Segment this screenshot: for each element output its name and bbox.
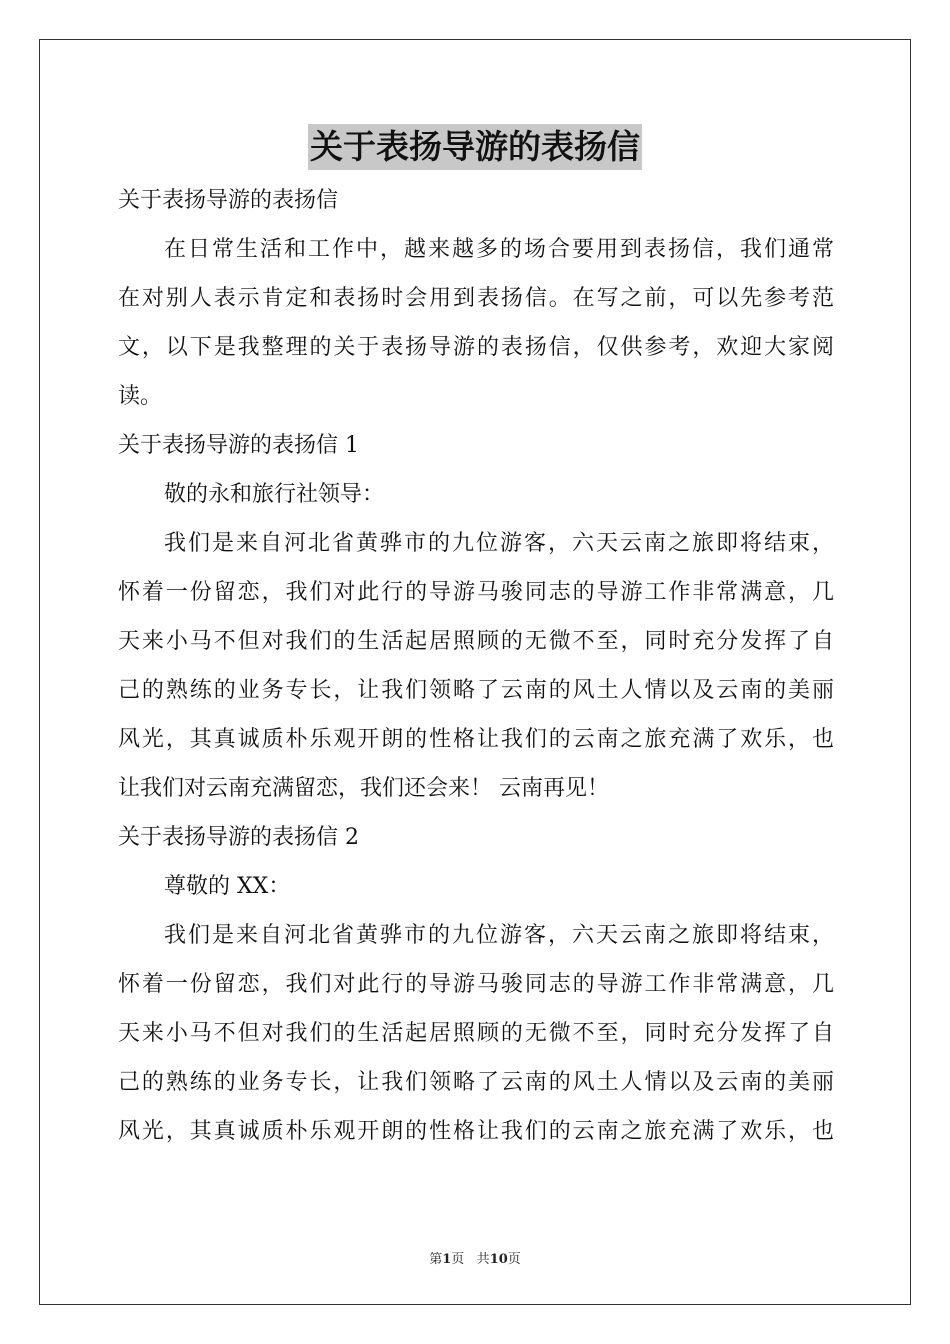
text-line: 在对别人表示肯定和表扬时会用到表扬信。在写之前，可以先参考范 bbox=[118, 286, 834, 311]
text-line: 敬的永和旅行社领导： bbox=[164, 482, 385, 507]
text-line: 怀着一份留恋，我们对此行的导游马骏同志的导游工作非常满意，几 bbox=[118, 972, 834, 997]
page-footer bbox=[0, 1248, 950, 1267]
text-line: 文，以下是我整理的关于表扬导游的表扬信，仅供参考，欢迎大家阅 bbox=[118, 335, 834, 360]
text-line: 己的熟练的业务专长，让我们领略了云南的风土人情以及云南的美丽 bbox=[118, 1070, 834, 1095]
text-line: 天来小马不但对我们的生活起居照顾的无微不至，同时充分发挥了自 bbox=[118, 1021, 834, 1046]
text-line: 己的熟练的业务专长，让我们领略了云南的风土人情以及云南的美丽 bbox=[118, 678, 834, 703]
text-line: 我们是来自河北省黄骅市的九位游客，六天云南之旅即将结束， bbox=[164, 531, 834, 556]
text-line: 我们是来自河北省黄骅市的九位游客，六天云南之旅即将结束， bbox=[164, 923, 834, 948]
page-suffix: 页 bbox=[451, 1252, 465, 1267]
document-title: 关于表扬导游的表扬信 bbox=[308, 124, 642, 170]
total-suffix: 页 bbox=[507, 1252, 521, 1267]
text-line: 关于表扬导游的表扬信 1 bbox=[118, 433, 359, 458]
text-line: 怀着一份留恋，我们对此行的导游马骏同志的导游工作非常满意，几 bbox=[118, 580, 834, 605]
text-line: 读。 bbox=[118, 384, 163, 409]
document-body bbox=[118, 176, 834, 1156]
total-pages: 10 bbox=[489, 1252, 508, 1267]
text-line: 关于表扬导游的表扬信 bbox=[118, 188, 339, 213]
text-line: 风光，其真诚质朴乐观开朗的性格让我们的云南之旅充满了欢乐，也 bbox=[118, 727, 834, 752]
text-line: 风光，其真诚质朴乐观开朗的性格让我们的云南之旅充满了欢乐，也 bbox=[118, 1119, 834, 1144]
page-number: 1 bbox=[442, 1252, 452, 1267]
text-line: 在日常生活和工作中，越来越多的场合要用到表扬信，我们通常 bbox=[164, 237, 834, 262]
text-line: 尊敬的 XX： bbox=[164, 874, 291, 899]
text-line: 关于表扬导游的表扬信 2 bbox=[118, 825, 359, 850]
page-prefix: 第 bbox=[429, 1252, 443, 1267]
title-container bbox=[0, 124, 950, 170]
total-prefix: 共 bbox=[476, 1252, 490, 1267]
text-line: 天来小马不但对我们的生活起居照顾的无微不至，同时充分发挥了自 bbox=[118, 629, 834, 654]
text-line: 让我们对云南充满留恋，我们还会来！ 云南再见！ bbox=[118, 776, 609, 801]
